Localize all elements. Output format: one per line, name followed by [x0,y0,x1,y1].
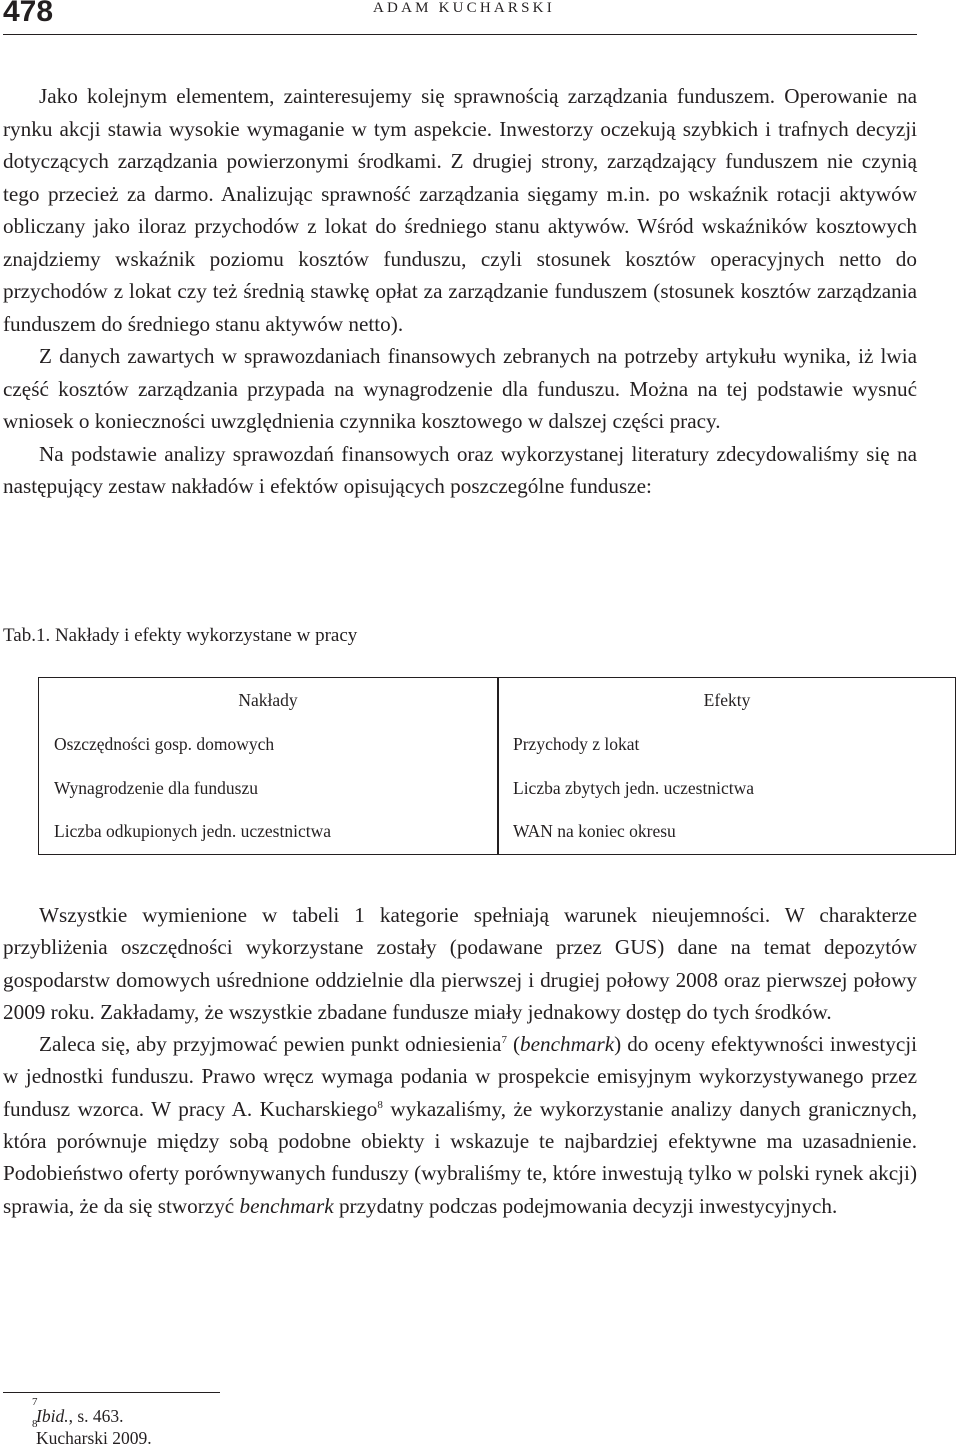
italic-term: benchmark [520,1032,615,1057]
paragraph: Jako kolejnym elementem, zainteresujemy się sprawnością zarządzania funduszem. Operowanie na rynku akcji stawia wysokie wymaganie w tym aspekcie. Inwestorzy oczekują szybkich i trafnych decyzji dotyczących zarządzania powierzonymi środkami. Z drugiej strony, zarządzający funduszem nie czynią tego przecież za darmo. Analizując sprawność zarządzania sięgamy m.in. po wskaźnik rotacji aktywów obliczany jako iloraz przychodów z lokat do średniego stanu aktywów. Wśród wskaźników kosztowych znajdziemy wskaźnik poziomu kosztów funduszu, czyli stosunek kosztów operacyjnych netto do przychodów z lokat czy też średnią stawkę opłat za zarządzanie funduszem (stosunek kosztów zarządzania funduszem do średniego stanu aktywów netto). [3,84,917,336]
text-run: ) do oceny efektywności inwestycji w jednostki funduszu. Prawo wręcz wymaga podania w prospekcie emisyjnym wykorzystywanego przez fundusz wzorca. W pracy A. Kucharskiego [3,1032,917,1121]
page-number: 478 [3,0,54,28]
table-caption: Tab.1. Nakłady i efekty wykorzystane w pracy [3,625,358,646]
footnote-7: 7 Ibid., s. 463. [32,1396,124,1426]
body-text-top [3,80,917,503]
body-text-bottom [3,899,917,1222]
paragraph: Wszystkie wymienione w tabeli 1 kategorie spełniają warunek nieujemności. W charakterze przybliżenia oszczędności wykorzystane zostały (podawane przez GUS) dane na temat depozytów gospodarstw domowych uśrednione oddzielnie dla pierwszej i drugiej połowy 2008 oraz pierwszej połowy 2009 roku. Zakładamy, że wszystkie zbadane fundusze miały jednakowy dostęp do tych środków. [3,903,917,1024]
paragraph: Na podstawie analizy sprawozdań finansowych oraz wykorzystanej literatury zdecydowaliśmy się na następujący zestaw nakładów i efektów opisujących poszczególne fundusze: [3,441,917,498]
table-cell: Wynagrodzenie dla funduszu [54,778,259,798]
italic-term: benchmark [239,1193,334,1218]
table-cell: Liczba odkupionych jedn. uczestnictwa [54,821,331,841]
page-header [0,0,960,36]
footnote-italic: Ibid. [36,1406,69,1426]
table-cell: Przychody z lokat [513,734,640,754]
footnote-ref-7: 7 [501,1034,507,1047]
paragraph: Z danych zawartych w sprawozdaniach finansowych zebranych na potrzeby artykułu wynika, iż lwia część kosztów zarządzania przypada na wynagrodzenie dla funduszu. Można na tej podstawie wysnuć wniosek o konieczności uwzględnienia czynnika kosztowego w dalszej części pracy. [3,344,917,433]
outputs-header: Efekty [703,690,751,710]
header-rule [3,34,917,35]
paragraph-with-footnotes [3,1028,917,1222]
table-cell: WAN na koniec okresu [513,821,676,841]
footnote-rule [3,1392,220,1393]
footnote-ref-8: 8 [377,1098,383,1111]
text-run: Zaleca się, aby przyjmować pewien punkt odniesienia [39,1032,502,1057]
running-head: ADAM KUCHARSKI [373,0,555,16]
inputs-outputs-table [38,677,956,855]
footnote-text: , s. 463. [68,1406,124,1426]
text-run: ( [506,1032,521,1057]
table-cell: Liczba zbytych jedn. uczestnictwa [513,778,755,798]
outputs-column [498,678,956,854]
text-run: przydatny podczas podejmowania decyzji inwestycyjnych. [333,1193,838,1218]
text-run: wykazaliśmy, że wykorzystanie analizy danych granicznych, która porównuje między sobą podobne obiekty i wskazuje te najbardziej efektywne ma uzasadnienie. Podobieństwo oferty porównywanych funduszy (wybraliśmy te, które inwestują tylko w polski rynek akcji) sprawia, że da się stworzyć [3,1096,917,1218]
footnote-8: 8 Kucharski 2009. [32,1418,152,1447]
footnote-text: Kucharski 2009. [36,1428,152,1447]
inputs-column [39,678,497,854]
table-cell: Oszczędności gosp. domowych [54,734,275,754]
inputs-header: Nakłady [238,690,298,710]
